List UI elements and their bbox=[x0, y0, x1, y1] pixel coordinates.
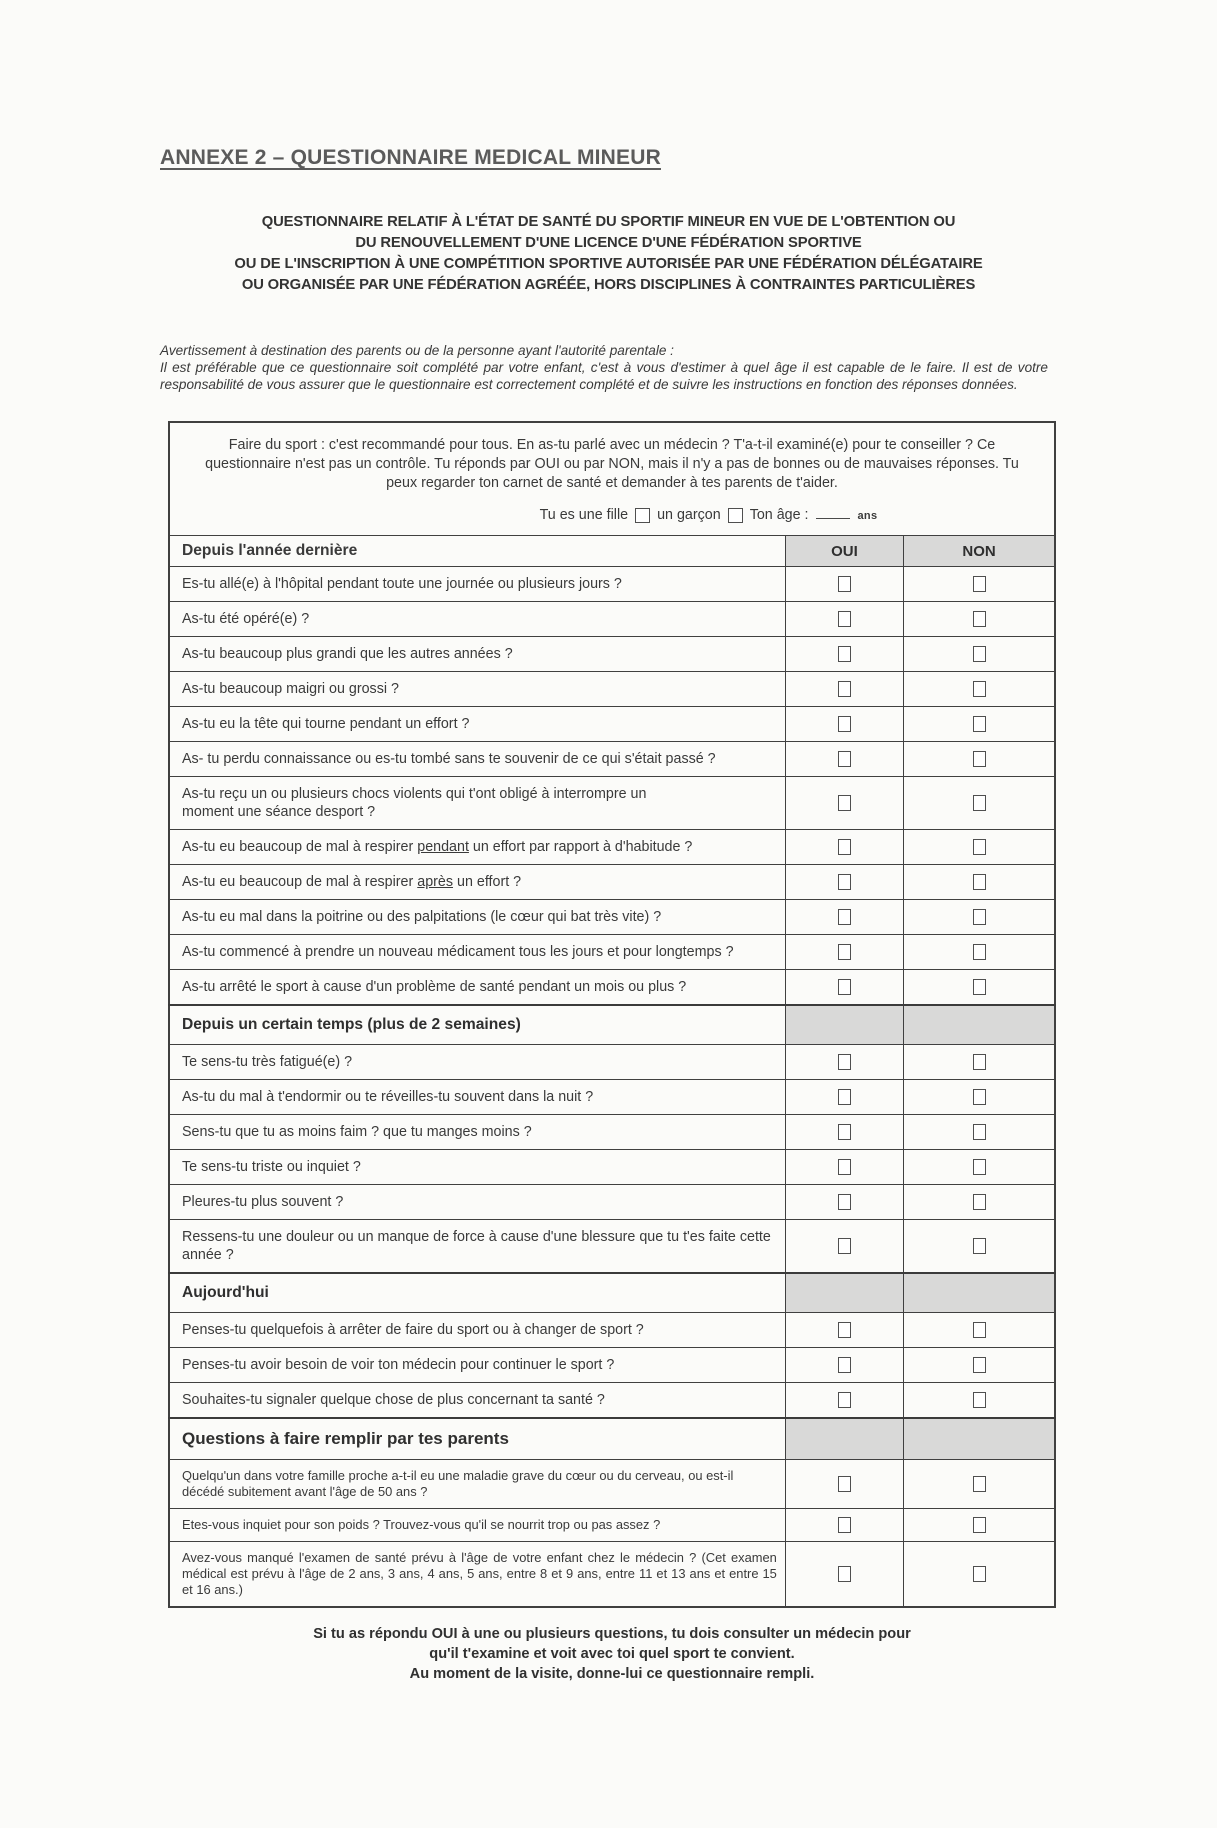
oui-checkbox[interactable] bbox=[838, 1054, 851, 1070]
oui-cell bbox=[785, 777, 903, 830]
oui-cell bbox=[785, 1185, 903, 1220]
oui-cell bbox=[785, 567, 903, 602]
non-cell bbox=[904, 935, 1055, 970]
non-checkbox[interactable] bbox=[973, 839, 986, 855]
non-cell bbox=[904, 567, 1055, 602]
oui-cell bbox=[785, 1348, 903, 1383]
question-row bbox=[169, 602, 1055, 637]
non-cell bbox=[904, 1185, 1055, 1220]
oui-checkbox[interactable] bbox=[838, 576, 851, 592]
heading-line: OU ORGANISÉE PAR UNE FÉDÉRATION AGRÉÉE, HORS DISCIPLINES À CONTRAINTES PARTICULIÈRES bbox=[241, 277, 976, 293]
question-row bbox=[169, 1509, 1055, 1542]
oui-checkbox[interactable] bbox=[838, 1322, 851, 1338]
oui-cell bbox=[785, 865, 903, 900]
question-row bbox=[169, 865, 1055, 900]
non-checkbox[interactable] bbox=[973, 1238, 986, 1254]
non-checkbox[interactable] bbox=[973, 646, 986, 662]
question-row bbox=[169, 1220, 1055, 1274]
parental-notice bbox=[160, 342, 1048, 393]
oui-checkbox[interactable] bbox=[838, 1476, 851, 1492]
question-row bbox=[169, 1460, 1055, 1509]
oui-cell bbox=[785, 707, 903, 742]
oui-checkbox[interactable] bbox=[838, 1357, 851, 1373]
gender-age-line bbox=[291, 506, 1123, 526]
question-text: Pleures-tu plus souvent ? bbox=[169, 1185, 785, 1220]
question-text: Penses-tu avoir besoin de voir ton médecin pour continuer le sport ? bbox=[169, 1348, 785, 1383]
oui-cell bbox=[785, 1383, 903, 1419]
non-cell bbox=[904, 1045, 1055, 1080]
oui-cell bbox=[785, 1509, 903, 1542]
footer-instructions bbox=[168, 1624, 1056, 1684]
section-title: Depuis un certain temps (plus de 2 semaines) bbox=[169, 1005, 785, 1045]
non-cell bbox=[904, 1220, 1055, 1274]
oui-cell bbox=[785, 1313, 903, 1348]
question-row bbox=[169, 1045, 1055, 1080]
oui-checkbox[interactable] bbox=[838, 751, 851, 767]
question-text: Te sens-tu très fatigué(e) ? bbox=[169, 1045, 785, 1080]
oui-checkbox[interactable] bbox=[838, 1517, 851, 1533]
questionnaire-table bbox=[168, 421, 1056, 1608]
non-cell bbox=[904, 830, 1055, 865]
intro-cell bbox=[169, 422, 1055, 536]
non-checkbox[interactable] bbox=[973, 1124, 986, 1140]
oui-checkbox[interactable] bbox=[838, 1392, 851, 1408]
question-text: As-tu eu beaucoup de mal à respirer après un effort ? bbox=[169, 865, 785, 900]
question-text: As-tu eu mal dans la poitrine ou des palpitations (le cœur qui bat très vite) ? bbox=[169, 900, 785, 935]
non-cell bbox=[904, 1150, 1055, 1185]
annex-title: ANNEXE 2 – QUESTIONNAIRE MEDICAL MINEUR bbox=[160, 146, 661, 169]
oui-checkbox[interactable] bbox=[838, 1194, 851, 1210]
question-row bbox=[169, 707, 1055, 742]
column-header-non: NON bbox=[904, 536, 1055, 567]
non-checkbox[interactable] bbox=[973, 979, 986, 995]
header-label: Depuis l'année dernière bbox=[169, 536, 785, 567]
non-cell bbox=[904, 637, 1055, 672]
question-row bbox=[169, 1080, 1055, 1115]
oui-cell bbox=[785, 1273, 903, 1313]
oui-checkbox[interactable] bbox=[838, 1089, 851, 1105]
non-cell bbox=[904, 1005, 1055, 1045]
girl-label: Tu es une fille bbox=[539, 507, 629, 523]
oui-checkbox[interactable] bbox=[838, 795, 851, 811]
oui-cell bbox=[785, 602, 903, 637]
question-row bbox=[169, 970, 1055, 1006]
section-title: Aujourd'hui bbox=[169, 1273, 785, 1313]
question-row bbox=[169, 637, 1055, 672]
oui-cell bbox=[785, 1542, 903, 1608]
non-checkbox[interactable] bbox=[973, 1566, 986, 1582]
non-checkbox[interactable] bbox=[973, 751, 986, 767]
question-text: As-tu reçu un ou plusieurs chocs violents qui t'ont obligé à interrompre un moment une séance desport ? bbox=[169, 777, 785, 830]
question-row bbox=[169, 672, 1055, 707]
non-cell bbox=[904, 1542, 1055, 1608]
oui-cell bbox=[785, 1220, 903, 1274]
question-text: As-tu été opéré(e) ? bbox=[169, 602, 785, 637]
non-checkbox[interactable] bbox=[973, 944, 986, 960]
non-checkbox[interactable] bbox=[973, 909, 986, 925]
oui-cell bbox=[785, 1080, 903, 1115]
age-label: Ton âge : bbox=[749, 507, 809, 523]
question-text: As-tu beaucoup maigri ou grossi ? bbox=[169, 672, 785, 707]
non-cell bbox=[904, 1080, 1055, 1115]
girl-checkbox[interactable] bbox=[635, 508, 650, 523]
question-text: Avez-vous manqué l'examen de santé prévu à l'âge de votre enfant chez le médecin ? (Cet examen médical est prévu à l'âge de 2 ans, 3 ans, 4 ans, 5 ans, entre 8 et 9 ans, entre 11 et 13 ans et entre 15 et 16 ans.) bbox=[169, 1542, 785, 1608]
question-row bbox=[169, 1115, 1055, 1150]
question-row bbox=[169, 1185, 1055, 1220]
heading-line: DU RENOUVELLEMENT D'UNE LICENCE D'UNE FÉDÉRATION SPORTIVE bbox=[355, 235, 862, 251]
non-cell bbox=[904, 1313, 1055, 1348]
non-checkbox[interactable] bbox=[973, 1089, 986, 1105]
non-checkbox[interactable] bbox=[973, 681, 986, 697]
oui-checkbox[interactable] bbox=[838, 874, 851, 890]
age-unit-label: ans bbox=[857, 510, 878, 522]
oui-cell bbox=[785, 830, 903, 865]
question-row bbox=[169, 742, 1055, 777]
section-header-row bbox=[169, 1273, 1055, 1313]
non-cell bbox=[904, 1383, 1055, 1419]
non-cell bbox=[904, 1273, 1055, 1313]
question-text: Ressens-tu une douleur ou un manque de force à cause d'une blessure que tu t'es faite cette année ? bbox=[169, 1220, 785, 1274]
document-page bbox=[0, 146, 1217, 1828]
question-text: Es-tu allé(e) à l'hôpital pendant toute une journée ou plusieurs jours ? bbox=[169, 567, 785, 602]
boy-label: un garçon bbox=[657, 507, 721, 523]
oui-cell bbox=[785, 935, 903, 970]
section-title: Questions à faire remplir par tes parents bbox=[169, 1418, 785, 1460]
notice-body: Il est préférable que ce questionnaire soit complété par votre enfant, c'est à vous d'estimer à quel âge il est capable de le faire. Il est de votre responsabilité de vous assurer que le questionnaire est correctement complété et de suivre les instructions en fonction des réponses données. bbox=[160, 360, 1048, 392]
non-cell bbox=[904, 707, 1055, 742]
non-checkbox[interactable] bbox=[973, 1357, 986, 1373]
question-row bbox=[169, 1150, 1055, 1185]
intro-row bbox=[169, 422, 1055, 536]
oui-checkbox[interactable] bbox=[838, 944, 851, 960]
heading-line: QUESTIONNAIRE RELATIF À L'ÉTAT DE SANTÉ DU SPORTIF MINEUR EN VUE DE L'OBTENTION OU bbox=[261, 214, 956, 230]
boy-checkbox[interactable] bbox=[728, 508, 743, 523]
non-checkbox[interactable] bbox=[973, 1194, 986, 1210]
question-row bbox=[169, 1313, 1055, 1348]
intro-text: Faire du sport : c'est recommandé pour tous. En as-tu parlé avec un médecin ? T'a-t-il examiné(e) pour te conseiller ? Ce questionnaire n'est pas un contrôle. Tu réponds par OUI ou par NON, mais il n'y a pas de bonnes ou de mauvaises réponses. Tu peux regarder ton carnet de santé et demander à tes parents de t'aider. bbox=[205, 437, 1019, 491]
heading-line: OU DE L'INSCRIPTION À UNE COMPÉTITION SPORTIVE AUTORISÉE PAR UNE FÉDÉRATION DÉLÉGATAIRE bbox=[234, 256, 983, 272]
question-text: Etes-vous inquiet pour son poids ? Trouvez-vous qu'il se nourrit trop ou pas assez ? bbox=[169, 1509, 785, 1542]
non-cell bbox=[904, 777, 1055, 830]
oui-cell bbox=[785, 1460, 903, 1509]
non-cell bbox=[904, 900, 1055, 935]
non-cell bbox=[904, 602, 1055, 637]
question-text: As-tu eu la tête qui tourne pendant un effort ? bbox=[169, 707, 785, 742]
footer-line: Si tu as répondu OUI à une ou plusieurs questions, tu dois consulter un médecin pour bbox=[313, 1626, 911, 1642]
footer-line: Au moment de la visite, donne-lui ce questionnaire rempli. bbox=[409, 1666, 815, 1682]
oui-cell bbox=[785, 900, 903, 935]
non-checkbox[interactable] bbox=[973, 795, 986, 811]
oui-checkbox[interactable] bbox=[838, 1566, 851, 1582]
table-header-row bbox=[169, 536, 1055, 567]
non-checkbox[interactable] bbox=[973, 1476, 986, 1492]
oui-checkbox[interactable] bbox=[838, 681, 851, 697]
oui-cell bbox=[785, 1150, 903, 1185]
non-checkbox[interactable] bbox=[973, 716, 986, 732]
oui-checkbox[interactable] bbox=[838, 839, 851, 855]
question-text: As- tu perdu connaissance ou es-tu tombé sans te souvenir de ce qui s'était passé ? bbox=[169, 742, 785, 777]
question-row bbox=[169, 1542, 1055, 1608]
oui-cell bbox=[785, 1045, 903, 1080]
oui-checkbox[interactable] bbox=[838, 611, 851, 627]
question-row bbox=[169, 1383, 1055, 1419]
oui-checkbox[interactable] bbox=[838, 979, 851, 995]
oui-checkbox[interactable] bbox=[838, 909, 851, 925]
question-text: As-tu beaucoup plus grandi que les autres années ? bbox=[169, 637, 785, 672]
question-row bbox=[169, 777, 1055, 830]
question-text: As-tu eu beaucoup de mal à respirer pendant un effort par rapport à d'habitude ? bbox=[169, 830, 785, 865]
question-text: Penses-tu quelquefois à arrêter de faire du sport ou à changer de sport ? bbox=[169, 1313, 785, 1348]
document-heading bbox=[129, 212, 1089, 296]
non-cell bbox=[904, 1348, 1055, 1383]
footer-line: qu'il t'examine et voit avec toi quel sport te convient. bbox=[429, 1646, 795, 1662]
oui-checkbox[interactable] bbox=[838, 1159, 851, 1175]
non-cell bbox=[904, 970, 1055, 1006]
question-text: As-tu commencé à prendre un nouveau médicament tous les jours et pour longtemps ? bbox=[169, 935, 785, 970]
non-cell bbox=[904, 672, 1055, 707]
question-row bbox=[169, 1348, 1055, 1383]
oui-checkbox[interactable] bbox=[838, 1238, 851, 1254]
non-cell bbox=[904, 1460, 1055, 1509]
oui-cell bbox=[785, 672, 903, 707]
oui-checkbox[interactable] bbox=[838, 716, 851, 732]
non-cell bbox=[904, 742, 1055, 777]
oui-cell bbox=[785, 742, 903, 777]
non-checkbox[interactable] bbox=[973, 1392, 986, 1408]
notice-title: Avertissement à destination des parents ou de la personne ayant l'autorité parentale : bbox=[160, 343, 674, 358]
question-text: As-tu du mal à t'endormir ou te réveilles-tu souvent dans la nuit ? bbox=[169, 1080, 785, 1115]
non-checkbox[interactable] bbox=[973, 576, 986, 592]
oui-cell bbox=[785, 637, 903, 672]
oui-cell bbox=[785, 1005, 903, 1045]
section-header-row bbox=[169, 1005, 1055, 1045]
non-checkbox[interactable] bbox=[973, 1517, 986, 1533]
non-cell bbox=[904, 1509, 1055, 1542]
question-text: Souhaites-tu signaler quelque chose de plus concernant ta santé ? bbox=[169, 1383, 785, 1419]
question-row bbox=[169, 830, 1055, 865]
non-cell bbox=[904, 865, 1055, 900]
question-row bbox=[169, 567, 1055, 602]
section-header-row bbox=[169, 1418, 1055, 1460]
non-checkbox[interactable] bbox=[973, 1159, 986, 1175]
non-checkbox[interactable] bbox=[973, 1054, 986, 1070]
oui-checkbox[interactable] bbox=[838, 646, 851, 662]
non-cell bbox=[904, 1115, 1055, 1150]
question-text: Te sens-tu triste ou inquiet ? bbox=[169, 1150, 785, 1185]
non-cell bbox=[904, 1418, 1055, 1460]
oui-cell bbox=[785, 970, 903, 1006]
age-field[interactable] bbox=[816, 507, 850, 519]
non-checkbox[interactable] bbox=[973, 611, 986, 627]
column-header-oui: OUI bbox=[785, 536, 903, 567]
question-text: Quelqu'un dans votre famille proche a-t-il eu une maladie grave du cœur ou du cerveau, ou est-il décédé subitement avant l'âge de 50 ans ? bbox=[169, 1460, 785, 1509]
oui-cell bbox=[785, 1418, 903, 1460]
non-checkbox[interactable] bbox=[973, 1322, 986, 1338]
oui-checkbox[interactable] bbox=[838, 1124, 851, 1140]
question-row bbox=[169, 935, 1055, 970]
question-text: As-tu arrêté le sport à cause d'un problème de santé pendant un mois ou plus ? bbox=[169, 970, 785, 1006]
question-text: Sens-tu que tu as moins faim ? que tu manges moins ? bbox=[169, 1115, 785, 1150]
question-row bbox=[169, 900, 1055, 935]
non-checkbox[interactable] bbox=[973, 874, 986, 890]
oui-cell bbox=[785, 1115, 903, 1150]
